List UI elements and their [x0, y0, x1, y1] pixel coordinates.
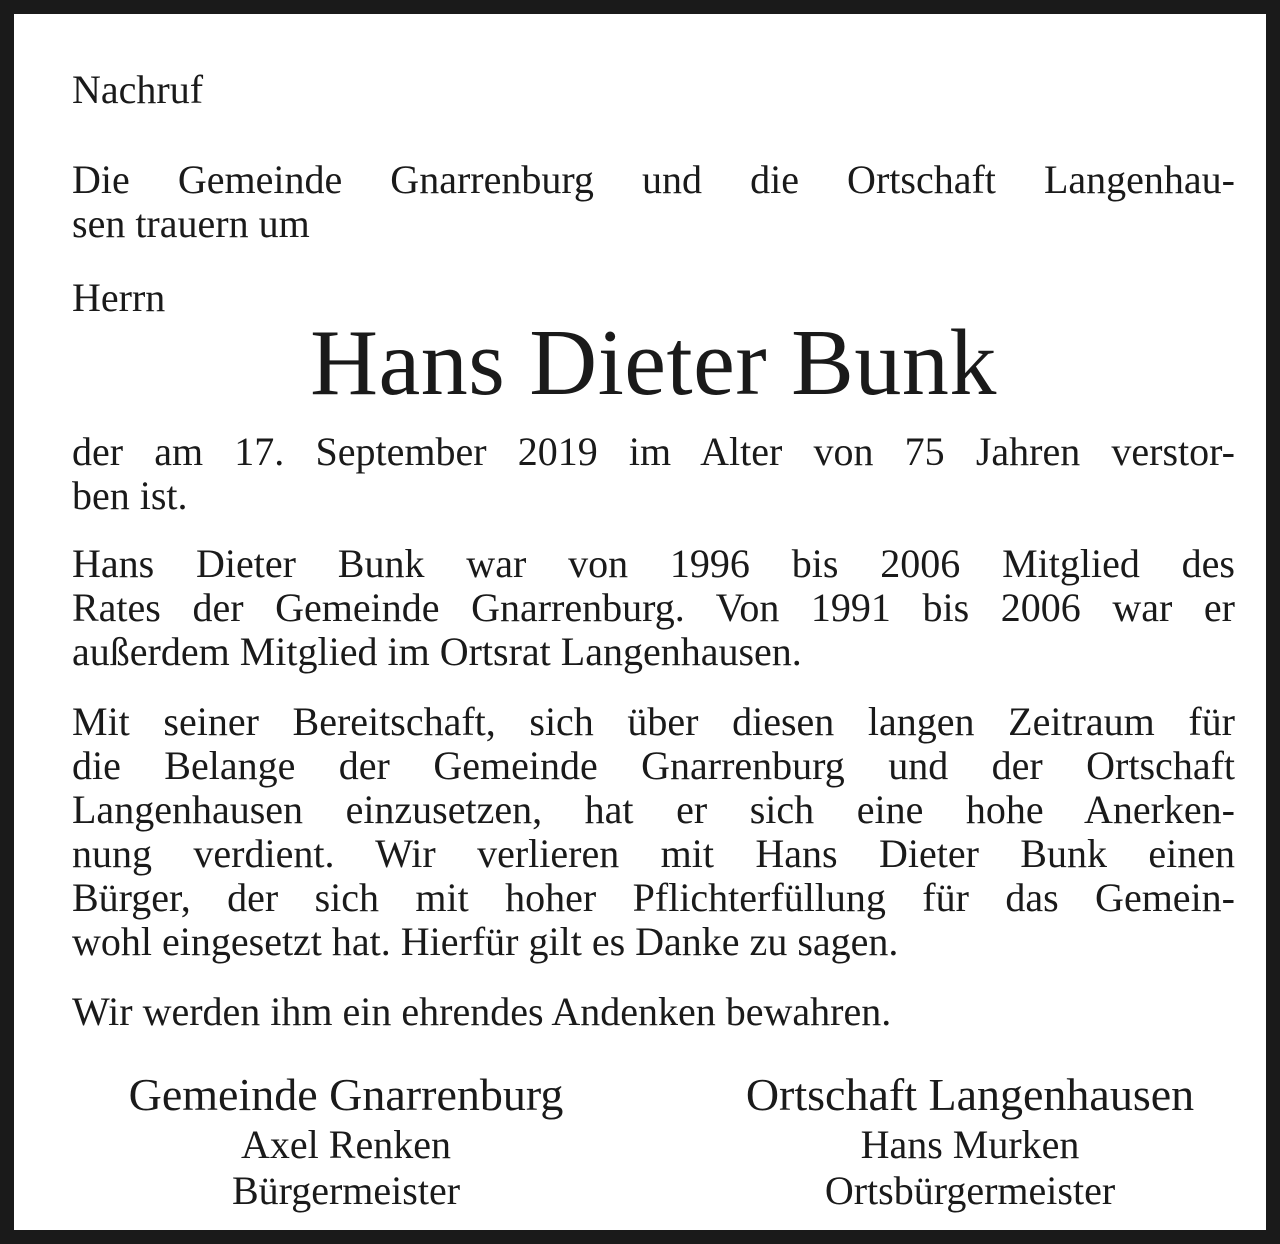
closing-sentence: Wir werden ihm ein ehrendes Andenken bewahren. — [72, 989, 892, 1034]
signature-right-organization: Ortschaft Langenhausen — [745, 1069, 1195, 1120]
death-notice-paragraph — [72, 430, 1235, 518]
death-notice-line-2: ben ist. — [72, 473, 188, 518]
signature-right-role: Ortsbürgermeister — [824, 1168, 1116, 1213]
career-line-2: Rates der Gemeinde Gnarrenburg. Von 1991 bis 2006 war er — [72, 585, 1235, 630]
heading: Nachruf — [72, 67, 204, 112]
career-paragraph — [72, 542, 1235, 674]
career-line-1: Hans Dieter Bunk war von 1996 bis 2006 Mitglied des — [72, 541, 1235, 586]
tribute-line-1: Mit seiner Bereitschaft, sich über diesen langen Zeitraum für — [72, 699, 1235, 744]
tribute-line-4: nung verdient. Wir verlieren mit Hans Dieter Bunk einen — [72, 831, 1235, 876]
deceased-name: Hans Dieter Bunk — [310, 311, 997, 415]
signature-left-role: Bürgermeister — [231, 1168, 461, 1213]
intro-paragraph — [72, 158, 1235, 246]
signature-left-organization: Gemeinde Gnarrenburg — [128, 1069, 564, 1120]
salutation: Herrn — [72, 275, 166, 320]
signature-left-person: Axel Renken — [241, 1122, 451, 1167]
tribute-paragraph — [72, 700, 1235, 964]
tribute-line-3: Langenhausen einzusetzen, hat er sich eine hohe Anerken- — [72, 787, 1235, 832]
signature-right — [690, 1068, 1250, 1214]
intro-line-2: sen trauern um — [72, 201, 310, 246]
tribute-line-5: Bürger, der sich mit hoher Pflichterfüllung für das Gemein- — [72, 875, 1235, 920]
signature-right-person: Hans Murken — [860, 1122, 1080, 1167]
career-line-3: außerdem Mitglied im Ortsrat Langenhausen. — [72, 629, 802, 674]
intro-line-1: Die Gemeinde Gnarrenburg und die Ortschaft Langenhau- — [72, 157, 1235, 202]
tribute-line-2: die Belange der Gemeinde Gnarrenburg und der Ortschaft — [72, 743, 1235, 788]
signature-left — [76, 1068, 616, 1214]
death-notice-line-1: der am 17. September 2019 im Alter von 75 Jahren verstor- — [72, 429, 1235, 474]
tribute-line-6: wohl eingesetzt hat. Hierfür gilt es Danke zu sagen. — [72, 919, 899, 964]
